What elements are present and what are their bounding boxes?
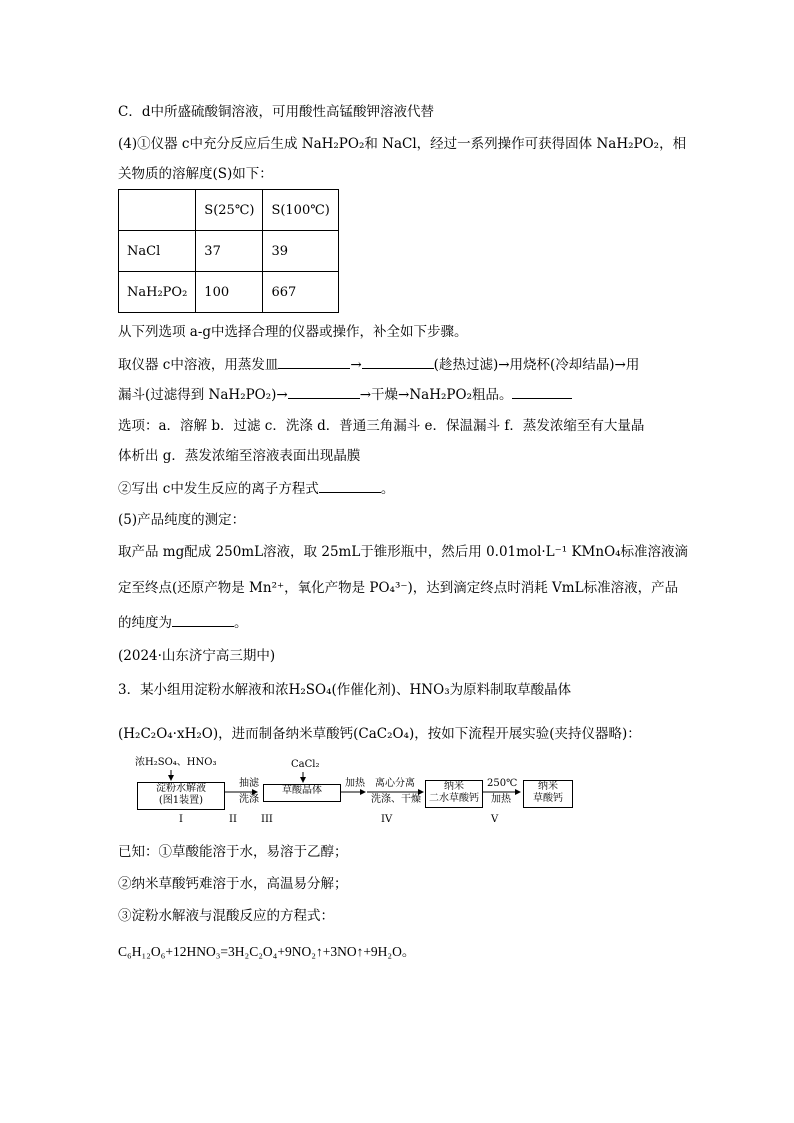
q3-line-2: (H₂C₂O₄·xH₂O)，进而制备纳米草酸钙(CaC₂O₄)，按如下流程开展实验(夹持仪器略)： — [118, 726, 641, 742]
step-text: 取仪器 c中溶液，用蒸发皿 — [118, 357, 279, 373]
box-text: (图1装置) — [158, 795, 204, 806]
label-heat-2: 加热 — [491, 794, 511, 805]
table-cell: S(25℃) — [196, 190, 263, 231]
box-starch-hydrolysate — [137, 782, 225, 810]
table-row — [119, 231, 339, 272]
table-cell: 39 — [263, 231, 338, 272]
box-nano-oxalate — [523, 780, 573, 808]
answer-blank[interactable] — [319, 478, 381, 493]
q3-line-1: 3．某小组用淀粉水解液和浓H₂SO₄(作催化剂)、HNO₃为原料制取草酸晶体 — [118, 682, 572, 698]
ion-equation-question — [118, 478, 394, 499]
table-cell: 667 — [263, 272, 338, 313]
table-cell: S(100℃) — [263, 190, 338, 231]
arrow-text: → — [350, 357, 362, 373]
answer-blank[interactable] — [288, 384, 360, 399]
table-cell: NaH₂PO₂ — [119, 272, 196, 313]
box-text: 二水草酸钙 — [429, 793, 479, 804]
option-c-line: C．d中所盛硫酸铜溶液，可用酸性高锰酸钾溶液代替 — [118, 104, 434, 120]
answer-blank[interactable] — [278, 354, 350, 369]
table-cell — [119, 190, 196, 231]
step-label-ii: II — [229, 814, 237, 825]
label-filter: 抽滤 — [239, 778, 259, 789]
answer-blank[interactable] — [172, 612, 234, 627]
q5-title: (5)产品纯度的测定： — [118, 512, 246, 528]
box-nano-dihydrate — [425, 780, 483, 808]
reaction-equation: C₆H₁₂O₆+12HNO₃=3H₂C₂O₄+9NO₂↑+3NO↑+9H₂O。 — [118, 944, 416, 959]
answer-blank[interactable] — [362, 354, 434, 369]
reagent-cacl2: CaCl₂ — [291, 759, 320, 770]
label-centrifuge: 离心分离 — [375, 778, 415, 789]
question-text: ②写出 c中发生反应的离子方程式 — [118, 481, 319, 497]
q4-line-2: 关物质的溶解度(S)如下： — [118, 166, 273, 182]
table-row — [119, 272, 339, 313]
select-instruction: 从下列选项 a-g中选择合理的仪器或操作，补全如下步骤。 — [118, 324, 468, 340]
table-cell: NaCl — [119, 231, 196, 272]
box-text: 淀粉水解液 — [156, 783, 206, 794]
table-cell: 37 — [196, 231, 263, 272]
solubility-table — [118, 189, 339, 313]
process-flowchart — [135, 758, 575, 828]
step-line-1 — [118, 354, 639, 375]
source-tag: (2024·山东济宁高三期中) — [118, 648, 276, 664]
step-label-iv: IV — [381, 814, 393, 825]
period-text: 。 — [234, 615, 248, 631]
period-text: 。 — [380, 481, 395, 497]
step-text: 漏斗(过滤得到 NaH₂PO₂)→ — [118, 387, 288, 403]
step-label-iii: III — [261, 814, 273, 825]
q5-line-3 — [118, 612, 248, 633]
label-wash: 洗涤 — [239, 794, 259, 805]
q5-line-2: 定至终点(还原产物是 Mn²⁺，氧化产物是 PO₄³⁻)，达到滴定终点时消耗 VmL标准溶液，产品 — [118, 580, 679, 596]
q4-line-1: (4)①仪器 c中充分反应后生成 NaH₂PO₂和 NaCl，经过一系列操作可获得固体 NaH₂PO₂，相 — [118, 136, 687, 152]
known-line-2: ②纳米草酸钙难溶于水，高温易分解； — [118, 876, 348, 892]
box-text: 纳米 — [538, 781, 558, 792]
step-label-v: V — [491, 814, 499, 825]
box-oxalic-crystal — [263, 784, 341, 802]
question-text: 的纯度为 — [118, 615, 172, 631]
known-line-1: 已知：①草酸能溶于水，易溶于乙醇； — [118, 844, 348, 860]
step-text: →干燥→NaH₂PO₂粗品。 — [359, 387, 513, 403]
step-text: (趁热过滤)→用烧杯(冷却结晶)→用 — [433, 357, 640, 373]
box-text: 草酸钙 — [533, 793, 563, 804]
step-label-i: I — [179, 814, 183, 825]
q5-line-1: 取产品 mg配成 250mL溶液，取 25mL于锥形瓶中，然后用 0.01mol·L⁻¹ KMnO₄标准溶液滴 — [118, 544, 689, 560]
step-line-2 — [118, 384, 572, 405]
known-line-3: ③淀粉水解液与混酸反应的方程式： — [118, 908, 334, 924]
box-text: 草酸晶体 — [282, 785, 322, 796]
options-line-1: 选项：a．溶解 b．过滤 c．洗涤 d．普通三角漏斗 e．保温漏斗 f．蒸发浓缩至有大量晶 — [118, 418, 645, 434]
label-heat: 加热 — [345, 778, 365, 789]
label-wash-dry: 洗涤、干燥 — [371, 794, 421, 805]
box-text: 纳米 — [444, 781, 464, 792]
options-line-2: 体析出 g．蒸发浓缩至溶液表面出现晶膜 — [118, 448, 361, 464]
table-row — [119, 190, 339, 231]
answer-blank[interactable] — [512, 384, 572, 399]
reagent-acids: 浓H₂SO₄、HNO₃ — [135, 757, 217, 768]
table-cell: 100 — [196, 272, 263, 313]
label-250c: 250℃ — [487, 778, 518, 789]
